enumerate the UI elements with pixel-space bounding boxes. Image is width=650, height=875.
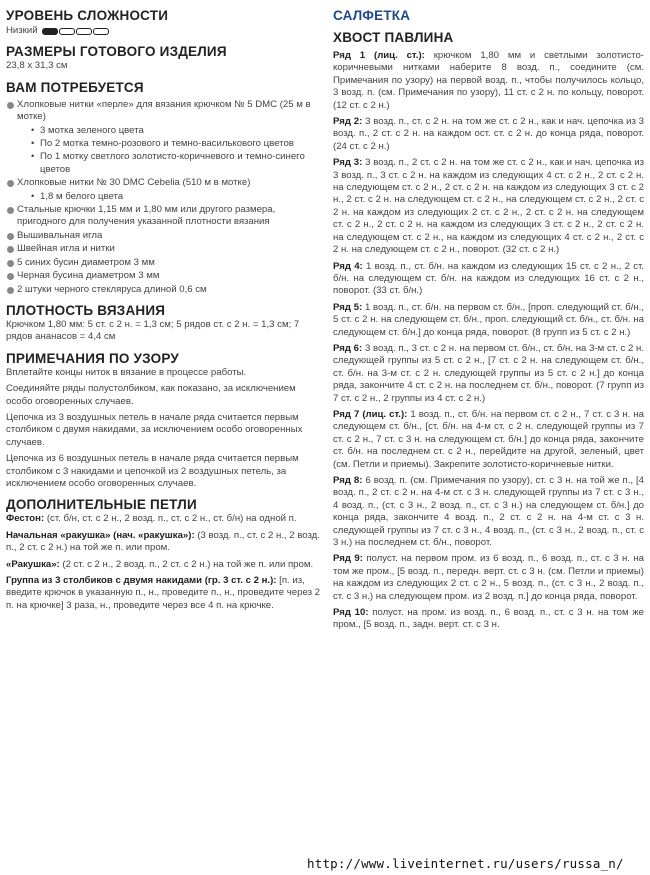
level-value: Низкий bbox=[6, 25, 38, 36]
list-item: Хлопковые нитки «перле» для вязания крючком № 5 DMC (25 м в мотке) • 3 мотка зеленого цвета • По 2 мотка темно-розового и темно-василькового цветов • По 1 мотку светлого золотисто-коричневого и темно-синего цветов bbox=[6, 99, 322, 176]
materials-title: ВАМ ПОТРЕБУЕТСЯ bbox=[6, 79, 144, 95]
festoon-def: Фестон: (ст. б/н, ст. с 2 н., 2 возд. п., ст. с 2 н., ст. б/н) на одной п. bbox=[6, 513, 297, 525]
left-column bbox=[6, 8, 322, 612]
difficulty-dot-empty bbox=[59, 28, 75, 35]
start-shell-def: Начальная «ракушка» (нач. «ракушка»): (3 возд. п., ст. с 2 н., 2 возд. п., 2 ст. с 2 н.) на той же п. или пром. bbox=[6, 529, 320, 554]
group-def: Группа из 3 столбиков с двумя накидами (гр. 3 ст. с 2 н.): [п. из, введите крючок в указанную п., н., проведите п., н., проведите через 2 п. на крючке] 3 раза, н., проведите через все 4 п. на крючке. bbox=[6, 575, 320, 611]
pattern-row: Ряд 9: полуст. на первом пром. из 6 возд. п., 6 возд. п., ст. с 3 н. на том же пром., [5 возд. п., передн. верт. ст. с 3 н. (см. Петли и приемы) на каждом из следующих 2 ст. с 2 н., 5 возд. п., (ст. с 3 н., 2 возд. п., ст. с 3 н.) на следующем пром. из 2 возд. п.] до конца ряда, поворот. bbox=[333, 553, 644, 602]
list-item: Хлопковые нитки № 30 DMC Cebelia (510 м в мотке) • 1,8 м белого цвета bbox=[6, 177, 322, 203]
note-text: Цепочка из 6 воздушных петель в начале ряда считается первым столбиком с 3 накидами и цепочкой из 2 воздушных петель, за исключением особо оговоренных случаев. bbox=[6, 453, 299, 489]
doily-title: САЛФЕТКА bbox=[333, 8, 411, 23]
size-value: 23,8 х 31,3 см bbox=[6, 60, 68, 72]
list-item: Вышивальная игла bbox=[6, 230, 322, 242]
pattern-row: Ряд 3: 3 возд. п., 2 ст. с 2 н. на том же ст. с 2 н., как и нач. цепочка из 3 возд. п., 3 ст. с 2 н. на каждом из следующих 4 ст. с 2 н., 2 ст. с 2 н. на следующем ст. с 2 н., 2 ст. с 2 н. на каждом из следующих 3 ст. с 2 н., 2 ст. с 2 н. на следующем ст. с 2 н., на следующем ст. с 2 н., 2 ст. с 2 н. на каждом из следующих 2 ст. с 2 н., 2 ст. с 2 н. на следующем ст. с 2 н., 2 ст. с 2 н. на каждом из следующих 3 ст. с 2 н., 2 ст. с 2 н. на следующем ст. с 2 н., на каждом из следующих 4 ст. с 2 н., 2 ст. с 2 н. на следующем ст. с 2 н., поворот. (32 ст. с 2 н.) bbox=[333, 157, 645, 256]
pattern-row: Ряд 5: 1 возд. п., ст. б/н. на первом ст. б/н., [проп. следующий ст. б/н., 5 ст. с 2 н. на следующем ст. б/н., проп. следующий ст. б/н., ст. б/н. на следующем ст. б/н.] до конца ряда, поворот. (8 групп из 5 ст. с 2 н.) bbox=[333, 301, 644, 338]
list-item: Швейная игла и нитки bbox=[6, 243, 322, 255]
list-item: Стальные крючки 1,15 мм и 1,80 мм или другого размера, пригодного для получения указанной плотности вязания bbox=[6, 204, 322, 229]
notes-title: ПРИМЕЧАНИЯ ПО УЗОРУ bbox=[6, 350, 179, 366]
shell-def: «Ракушка»: (2 ст. с 2 н., 2 возд. п., 2 ст. с 2 н.) на той же п. или пром. bbox=[6, 558, 314, 570]
pattern-row: Ряд 6: 3 возд. п., 3 ст. с 2 н. на первом ст. б/н., ст. б/н. на 3-м ст. с 2 н. следующей группы из 5 ст. с 2 н., [7 ст. с 2 н. на следующем ст. б/н., ст. б/н. на 3-м ст. с 2 н. следующей группы из 5 ст. с 2 н.] до конца ряда, закончите 4 ст. с 2 н. на последнем ст. б/н., поворот. (7 групп из 7 ст. с 2 н., 2 группы из 4 ст. с 2 н.) bbox=[333, 342, 645, 404]
difficulty-scale bbox=[42, 28, 109, 35]
size-title: РАЗМЕРЫ ГОТОВОГО ИЗДЕЛИЯ bbox=[6, 44, 227, 60]
materials-list bbox=[6, 99, 322, 296]
note-text: Соединяйте ряды полустолбиком, как показано, за исключением особо оговоренных случаев. bbox=[6, 383, 296, 407]
pattern-row: Ряд 7 (лиц. ст.): 1 возд. п., ст. б/н. на первом ст. с 2 н., 7 ст. с 3 н. на следующем ст. б/н., [ст. б/н. на 4-м ст. с 2 н. следующей группы из 7 ст. с 2 н., 7 ст. с 3 н. на следующем ст. б/н.] до конца ряда, закончите ст. б/н. на последнем ст. с 2 н., перейдите на другой, зеленый, цвет (см. Петли и приемы). Закрепите золотисто-коричневые нитки. bbox=[333, 408, 644, 470]
list-item: 2 штуки черного стекляруса длиной 0,6 см bbox=[6, 284, 322, 296]
note-text: Цепочка из 3 воздушных петель в начале ряда считается первым столбиком с двумя накидами, за исключением особо оговоренных случаев. bbox=[6, 411, 303, 448]
note-text: Вплетайте концы ниток в вязание в процессе работы. bbox=[6, 366, 247, 378]
extra-stitches-title: ДОПОЛНИТЕЛЬНЫЕ ПЕТЛИ bbox=[6, 497, 197, 513]
pattern-row: Ряд 10: полуст. на пром. из возд. п., 6 возд. п., ст. с 3 н. на том же пром., [5 возд. п., задн. верт. ст. с 3 н. bbox=[333, 607, 645, 631]
density-title: ПЛОТНОСТЬ ВЯЗАНИЯ bbox=[6, 302, 166, 318]
list-item: Черная бусина диаметром 3 мм bbox=[6, 270, 322, 282]
list-item: • 1,8 м белого цвета bbox=[17, 191, 322, 203]
list-item: • 3 мотка зеленого цвета bbox=[17, 125, 322, 137]
pattern-row: Ряд 1 (лиц. ст.): крючком 1,80 мм и светлыми золотисто-коричневыми нитками наберите 8 возд. п., соедините (см. Примечания по узору) на первой возд. п., чтобы получилось кольцо, 3 возд. п. (см. Примечания по узору), 11 ст. с 2 н. по кольцу, поворот. (12 ст. с 2 н.) bbox=[333, 50, 644, 111]
difficulty-dot-filled bbox=[42, 28, 58, 35]
pattern-rows bbox=[333, 50, 644, 632]
pattern-row: Ряд 2: 3 возд. п., ст. с 2 н. на том же ст. с 2 н., как и нач. цепочка из 3 возд. п., 2 ст. с 2 н. на каждом ост. ст. с 2 н. до конца ряда, поворот. (24 ст. с 2 н.) bbox=[333, 116, 645, 152]
right-column bbox=[333, 8, 644, 632]
list-item: 5 синих бусин диаметром 3 мм bbox=[6, 257, 322, 269]
difficulty-dot-empty bbox=[76, 28, 92, 35]
list-item: • По 1 мотку светлого золотисто-коричневого и темно-синего цветов bbox=[17, 151, 322, 176]
level-row bbox=[6, 25, 322, 37]
watermark-url: http://www.liveinternet.ru/users/russa_n/ bbox=[307, 856, 624, 871]
pattern-row: Ряд 4: 1 возд. п., ст. б/н. на каждом из следующих 15 ст. с 2 н., 2 ст. б/н. на следующем ст. б/н. на каждом из следующих 16 ст. с 2 н., поворот. (33 ст. б/н.) bbox=[333, 260, 644, 297]
pattern-title: ХВОСТ ПАВЛИНА bbox=[333, 30, 454, 45]
level-title: УРОВЕНЬ СЛОЖНОСТИ bbox=[6, 8, 169, 23]
list-item: • По 2 мотка темно-розового и темно-василькового цветов bbox=[17, 138, 322, 150]
pattern-row: Ряд 8: 6 возд. п. (см. Примечания по узору), ст. с 3 н. на той же п., [4 возд. п., 2 ст. с 2 н. на 4-м ст. с 3 н. следующей группы из 7 ст. с 3 н., 4 возд. п., (ст. с 3 н., 2 возд. п., ст. с 3 н.) на следующем ст. б/н.] до конца ряда, закончите 4 возд. п., 2 ст. с 2 н. на 4-м ст. с 3 н. следующей группы из 7 ст. с 3 н., 4 возд. п., (ст. с 3 н., 2 возд. п., ст. с 3 н.) на последнем ст. б/н., поворот. bbox=[333, 475, 645, 549]
difficulty-dot-empty bbox=[93, 28, 109, 35]
density-text: Крючком 1,80 мм: 5 ст. с 2 н. = 1,3 см; 5 рядов ст. с 2 н. = 1,3 см; 7 рядов ананасов = 4,4 см bbox=[6, 318, 300, 343]
